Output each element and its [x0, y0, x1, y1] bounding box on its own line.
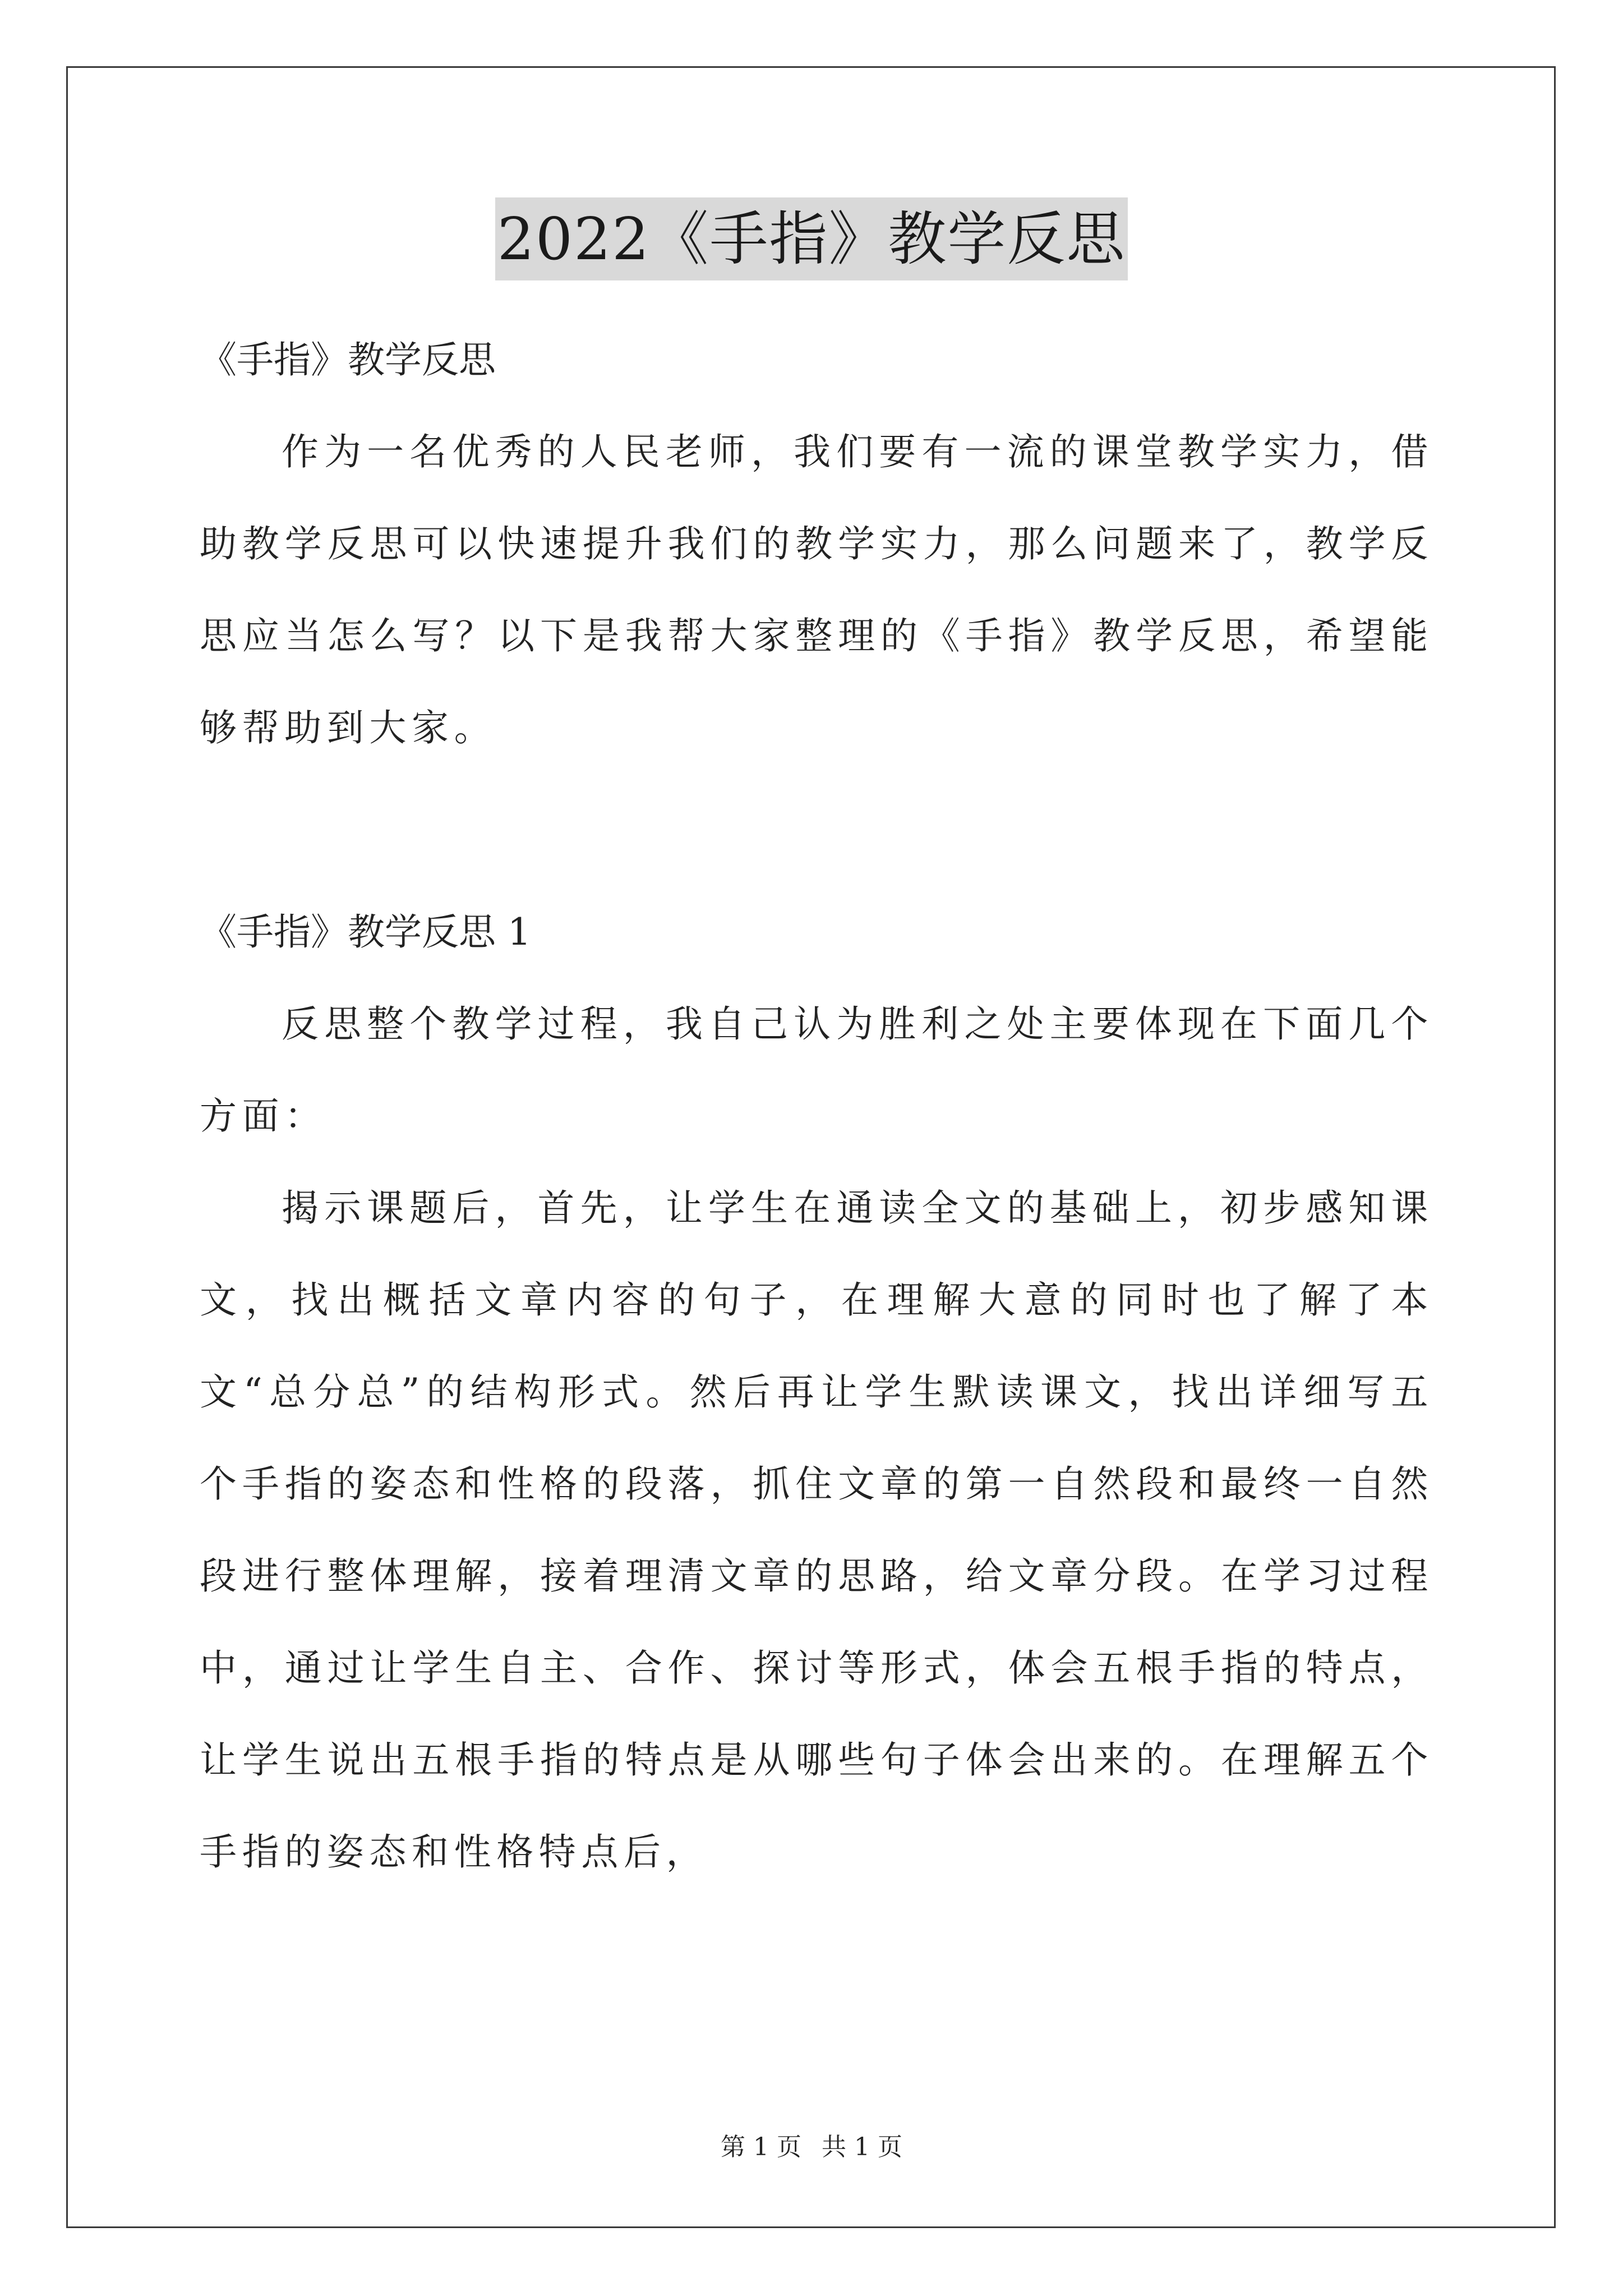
section1-heading: 《手指》教学反思 1	[200, 910, 531, 954]
section-gap	[200, 774, 1433, 886]
document-title: 2022《手指》教学反思	[495, 197, 1128, 280]
section1-paragraph-2: 揭示课题后，首先，让学生在通读全文的基础上，初步感知课文，找出概括文章内容的句子，在理解大意的同时也了解了本文“总分总”的结构形式。然后再让学生默读课文，找出详细写五个手指的姿态和性格的段落，抓住文章的第一自然段和最终一自然段进行整体理解，接着理清文章的思路，给文章分段。在学习过程中，通过让学生自主、合作、探讨等形式，体会五根手指的特点，让学生说出五根手指的特点是从哪些句子体会出来的。在理解五个手指的姿态和性格特点后，	[200, 1186, 1433, 1874]
document-body	[200, 314, 1433, 1898]
intro-paragraph: 作为一名优秀的人民老师，我们要有一流的课堂教学实力，借助教学反思可以快速提升我们的教学实力，那么问题来了，教学反思应当怎么写？以下是我帮大家整理的《手指》教学反思，希望能够帮助到大家。	[200, 430, 1433, 749]
page-footer	[0, 2131, 1623, 2164]
intro-heading: 《手指》教学反思	[200, 338, 496, 381]
title-container	[0, 197, 1623, 280]
section1-paragraph-1: 反思整个教学过程，我自己认为胜利之处主要体现在下面几个方面：	[200, 1002, 1433, 1138]
page-number-current: 第 1 页	[721, 2133, 801, 2161]
page-number-total: 共 1 页	[822, 2133, 902, 2161]
